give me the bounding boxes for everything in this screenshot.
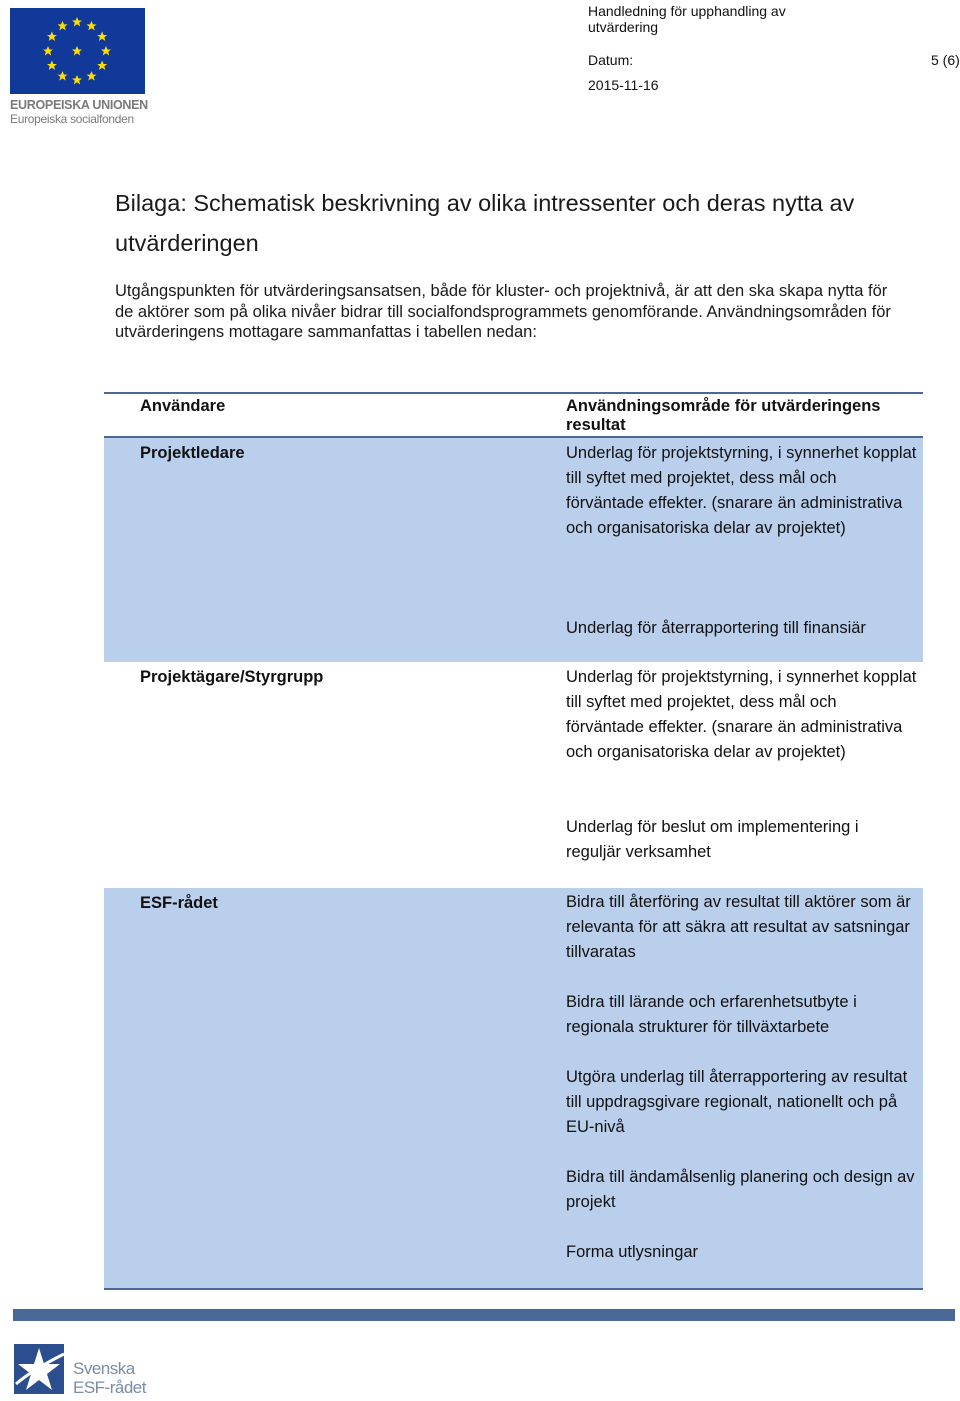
date-label: Datum: bbox=[588, 52, 634, 68]
user-cell: Projektägare/Styrgrupp bbox=[140, 668, 324, 686]
esf-logo-line2: ESF-rådet bbox=[73, 1378, 146, 1397]
table-row bbox=[104, 662, 923, 888]
use-item: Underlag för beslut om implementering i reguljär verksamhet bbox=[566, 818, 859, 861]
table-header-row bbox=[104, 394, 923, 438]
date-value: 2015-11-16 bbox=[588, 77, 659, 93]
esf-logo-line1: Svenska bbox=[73, 1359, 135, 1378]
stakeholder-table bbox=[104, 392, 923, 1290]
use-item: Bidra till ändamålsenlig planering och design av projekt bbox=[566, 1168, 915, 1211]
use-item: Underlag för projektstyrning, i synnerhet kopplat till syftet med projektet, dess mål och förväntade effekter. (snarare än administrativa och organisatoriska delar av projektet) bbox=[566, 444, 917, 537]
page-heading: Bilaga: Schematisk beskrivning av olika intressenter och deras nytta av utvärderingen bbox=[115, 190, 855, 256]
use-item: Bidra till återföring av resultat till aktörer som är relevanta för att säkra att resultat av satsningar tillvaratas bbox=[566, 893, 911, 961]
table-row bbox=[104, 888, 923, 1290]
use-item: Underlag för återrapportering till finansiär bbox=[566, 619, 866, 637]
intro-paragraph: Utgångspunkten för utvärderingsansatsen, både för kluster- och projektnivå, är att den ska skapa nytta för de aktörer som på olika nivåer bidrar till socialfondsprogrammets genomförande. Användningsområden för utvärderingens mottagare sammanfattas i tabellen nedan: bbox=[115, 282, 891, 341]
eu-logo-line2: Europeiska socialfonden bbox=[10, 112, 134, 126]
eu-flag-icon bbox=[10, 8, 145, 94]
eu-logo-line1: EUROPEISKA UNIONEN bbox=[10, 98, 148, 112]
user-cell: ESF-rådet bbox=[140, 894, 218, 912]
esf-star-icon bbox=[12, 1340, 72, 1396]
eu-logo bbox=[10, 8, 148, 126]
use-item: Bidra till lärande och erfarenhetsutbyte i regionala strukturer för tillväxtarbete bbox=[566, 993, 857, 1036]
col-header-use: Användningsområde för utvärderingens resultat bbox=[566, 397, 881, 434]
page-number: 5 (6) bbox=[931, 52, 960, 68]
footer-rule bbox=[13, 1309, 955, 1321]
use-item: Forma utlysningar bbox=[566, 1243, 699, 1261]
col-header-user: Användare bbox=[140, 397, 226, 415]
user-cell: Projektledare bbox=[140, 444, 245, 462]
use-item: Utgöra underlag till återrapportering av resultat till uppdragsgivare regionalt, nationellt och på EU-nivå bbox=[566, 1068, 908, 1136]
table-row bbox=[104, 438, 923, 662]
use-item: Underlag för projektstyrning, i synnerhet kopplat till syftet med projektet, dess mål och förväntade effekter. (snarare än administrativa och organisatoriska delar av projektet) bbox=[566, 668, 917, 761]
document-title: Handledning för upphandling av utvärdering bbox=[588, 3, 786, 35]
